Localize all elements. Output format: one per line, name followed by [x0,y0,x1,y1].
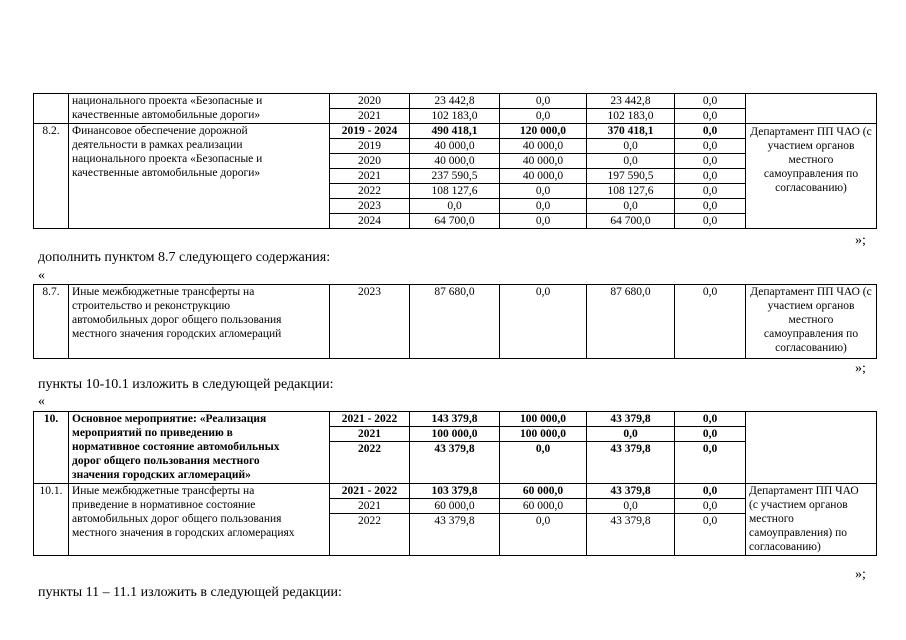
total-cell: 237 590,5 [410,169,500,184]
total-cell: 108 127,6 [410,184,500,199]
year-cell: 2021 [330,499,410,514]
total-cell: 43 379,8 [410,514,500,556]
regional-cell: 43 379,8 [587,484,675,499]
year-cell: 2020 [330,154,410,169]
local-cell: 0,0 [675,214,746,229]
table-row [34,412,877,427]
total-cell: 40 000,0 [410,139,500,154]
year-cell: 2020 [330,94,410,109]
regional-cell: 0,0 [587,139,675,154]
local-cell: 0,0 [675,169,746,184]
year-cell: 2019 - 2024 [330,124,410,139]
federal-cell: 100 000,0 [500,412,587,427]
table-section-8-2 [33,93,877,229]
index-cell [34,94,69,124]
regional-cell: 87 680,0 [587,285,675,359]
local-cell: 0,0 [675,184,746,199]
year-cell: 2022 [330,514,410,556]
dept-cell [746,94,877,124]
regional-cell: 64 700,0 [587,214,675,229]
year-cell: 2023 [330,285,410,359]
total-cell: 103 379,8 [410,484,500,499]
closing-quote: »; [855,567,866,582]
year-cell: 2022 [330,184,410,199]
federal-cell: 40 000,0 [500,169,587,184]
description-cell: Финансовое обеспечение дорожной деятельности в рамках реализации национального проекта «Безопасные и качественные автомобильные дороги» [69,124,330,229]
federal-cell: 0,0 [500,214,587,229]
local-cell: 0,0 [675,484,746,499]
federal-cell: 120 000,0 [500,124,587,139]
table-row [34,484,877,499]
regional-cell: 43 379,8 [587,442,675,484]
description-cell: Основное мероприятие: «Реализация мероприятий по приведению в нормативное состояние автомобильных дорог общего пользования местного значения городских агломераций» [69,412,330,484]
regional-cell: 43 379,8 [587,412,675,427]
dept-cell: Департамент ПП ЧАО (с участием органов местного самоуправления по согласованию) [746,285,877,359]
description-cell: Иные межбюджетные трансферты на приведение в нормативное состояние автомобильных дорог общего пользования местного значения в городских агломерациях [69,484,330,556]
local-cell: 0,0 [675,199,746,214]
federal-cell: 0,0 [500,94,587,109]
closing-quote: »; [855,361,866,376]
index-cell: 10.1. [34,484,69,556]
closing-quote: »; [855,233,866,248]
federal-cell: 0,0 [500,514,587,556]
year-cell: 2023 [330,199,410,214]
dept-cell: Департамент ПП ЧАО (с участием органов местного самоуправления по согласованию) [746,124,877,229]
regional-cell: 23 442,8 [587,94,675,109]
total-cell: 43 379,8 [410,442,500,484]
description-cell: национального проекта «Безопасные и качественные автомобильные дороги» [69,94,330,124]
year-cell: 2019 [330,139,410,154]
table-section-8-7 [33,284,877,359]
total-cell: 40 000,0 [410,154,500,169]
federal-cell: 60 000,0 [500,484,587,499]
table-row [34,285,877,359]
regional-cell: 108 127,6 [587,184,675,199]
total-cell: 143 379,8 [410,412,500,427]
total-cell: 87 680,0 [410,285,500,359]
federal-cell: 0,0 [500,442,587,484]
dept-cell: Департамент ПП ЧАО (с участием органов местного самоуправления) по согласованию) [746,484,877,556]
local-cell: 0,0 [675,124,746,139]
total-cell: 60 000,0 [410,499,500,514]
table-section-10 [33,411,877,556]
opening-quote: « [38,394,45,409]
federal-cell: 60 000,0 [500,499,587,514]
instruction-text: дополнить пунктом 8.7 следующего содержания: [38,250,331,265]
regional-cell: 0,0 [587,499,675,514]
federal-cell: 100 000,0 [500,427,587,442]
local-cell: 0,0 [675,285,746,359]
local-cell: 0,0 [675,154,746,169]
regional-cell: 0,0 [587,427,675,442]
year-cell: 2024 [330,214,410,229]
local-cell: 0,0 [675,499,746,514]
year-cell: 2021 - 2022 [330,412,410,427]
local-cell: 0,0 [675,514,746,556]
instruction-text: пункты 10-10.1 изложить в следующей редакции: [38,377,334,392]
index-cell: 8.7. [34,285,69,359]
total-cell: 102 183,0 [410,109,500,124]
year-cell: 2022 [330,442,410,484]
regional-cell: 197 590,5 [587,169,675,184]
federal-cell: 0,0 [500,109,587,124]
regional-cell: 102 183,0 [587,109,675,124]
local-cell: 0,0 [675,412,746,427]
local-cell: 0,0 [675,442,746,484]
federal-cell: 40 000,0 [500,154,587,169]
year-cell: 2021 [330,169,410,184]
total-cell: 64 700,0 [410,214,500,229]
regional-cell: 0,0 [587,154,675,169]
local-cell: 0,0 [675,94,746,109]
total-cell: 0,0 [410,199,500,214]
total-cell: 490 418,1 [410,124,500,139]
opening-quote: « [38,268,45,283]
local-cell: 0,0 [675,427,746,442]
description-cell: Иные межбюджетные трансферты на строительство и реконструкцию автомобильных дорог общего пользования местного значения городских агломераций [69,285,330,359]
federal-cell: 0,0 [500,285,587,359]
year-cell: 2021 - 2022 [330,484,410,499]
instruction-text: пункты 11 – 11.1 изложить в следующей редакции: [38,585,342,600]
federal-cell: 0,0 [500,199,587,214]
total-cell: 23 442,8 [410,94,500,109]
index-cell: 10. [34,412,69,484]
table-row [34,124,877,139]
regional-cell: 43 379,8 [587,514,675,556]
local-cell: 0,0 [675,109,746,124]
dept-cell [746,412,877,484]
table-row [34,94,877,109]
local-cell: 0,0 [675,139,746,154]
regional-cell: 370 418,1 [587,124,675,139]
index-cell: 8.2. [34,124,69,229]
regional-cell: 0,0 [587,199,675,214]
total-cell: 100 000,0 [410,427,500,442]
federal-cell: 0,0 [500,184,587,199]
federal-cell: 40 000,0 [500,139,587,154]
year-cell: 2021 [330,427,410,442]
year-cell: 2021 [330,109,410,124]
